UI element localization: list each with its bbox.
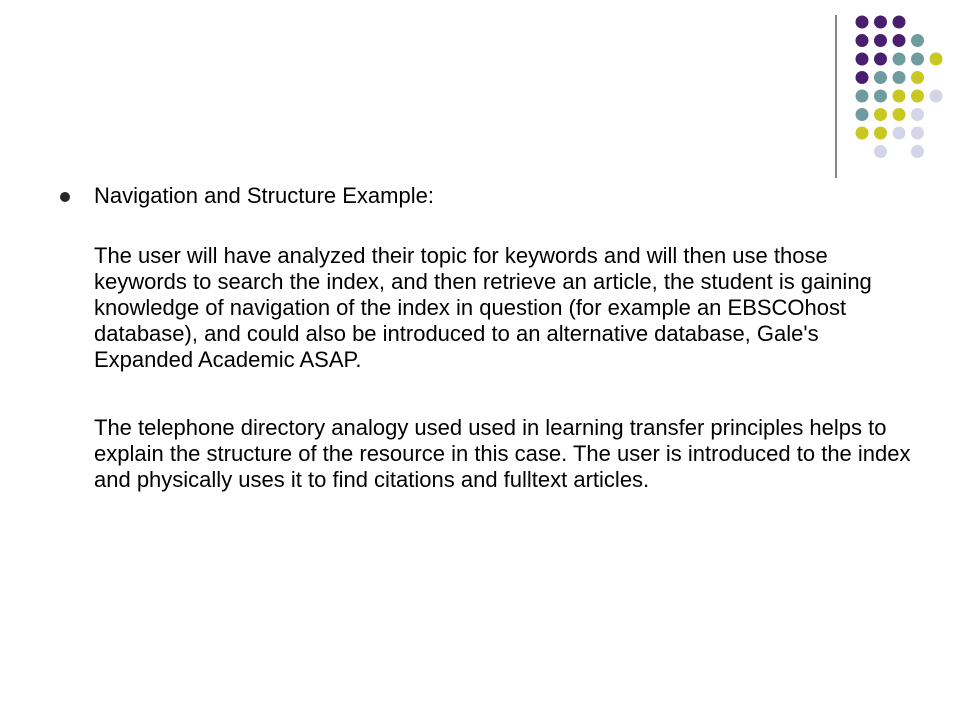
decorative-dot (856, 108, 869, 121)
decorative-dot (874, 90, 887, 103)
paragraph-structure: The telephone directory analogy used used in learning transfer principles helps to explain the structure of the resource in this case. The user is introduced to the index and physically uses it to find citations and fulltext articles. (94, 415, 911, 492)
decorative-dot (874, 53, 887, 66)
bullet-heading: Navigation and Structure Example: (94, 183, 434, 208)
decorative-dot (874, 34, 887, 47)
decorative-dot (930, 90, 943, 103)
decorative-dot (874, 127, 887, 140)
decorative-dot (856, 34, 869, 47)
decorative-dot (911, 145, 924, 158)
decorative-dot (911, 53, 924, 66)
decorative-dot (911, 34, 924, 47)
decorative-dot (856, 53, 869, 66)
paragraph-navigation: The user will have analyzed their topic for keywords and will then use those keywords to search the index, and then retrieve an article, the student is gaining knowledge of navigation of the index in question (for example an EBSCOhost database), and could also be introduced to an alternative database, Gale's Expanded Academic ASAP. (94, 243, 872, 372)
bullet-item (60, 182, 920, 209)
decorative-dot (911, 127, 924, 140)
decorative-dot (874, 16, 887, 29)
slide-content (60, 182, 920, 493)
decorative-dot (893, 53, 906, 66)
decorative-dot (856, 71, 869, 84)
decorative-dot (930, 53, 943, 66)
decorative-dot (911, 71, 924, 84)
decorative-dot (893, 34, 906, 47)
decorative-dot (874, 108, 887, 121)
decorative-dot (893, 90, 906, 103)
decorative-dot (874, 71, 887, 84)
bullet-icon (60, 192, 70, 202)
decorative-dot (893, 108, 906, 121)
decorative-dot-grid (0, 0, 960, 200)
decorative-dot (874, 145, 887, 158)
decorative-dot (893, 71, 906, 84)
decorative-dot (893, 16, 906, 29)
decorative-dot (893, 127, 906, 140)
decorative-dot (856, 16, 869, 29)
decorative-dot (911, 108, 924, 121)
decorative-dot (911, 90, 924, 103)
decorative-dot (856, 127, 869, 140)
decorative-dot (856, 90, 869, 103)
